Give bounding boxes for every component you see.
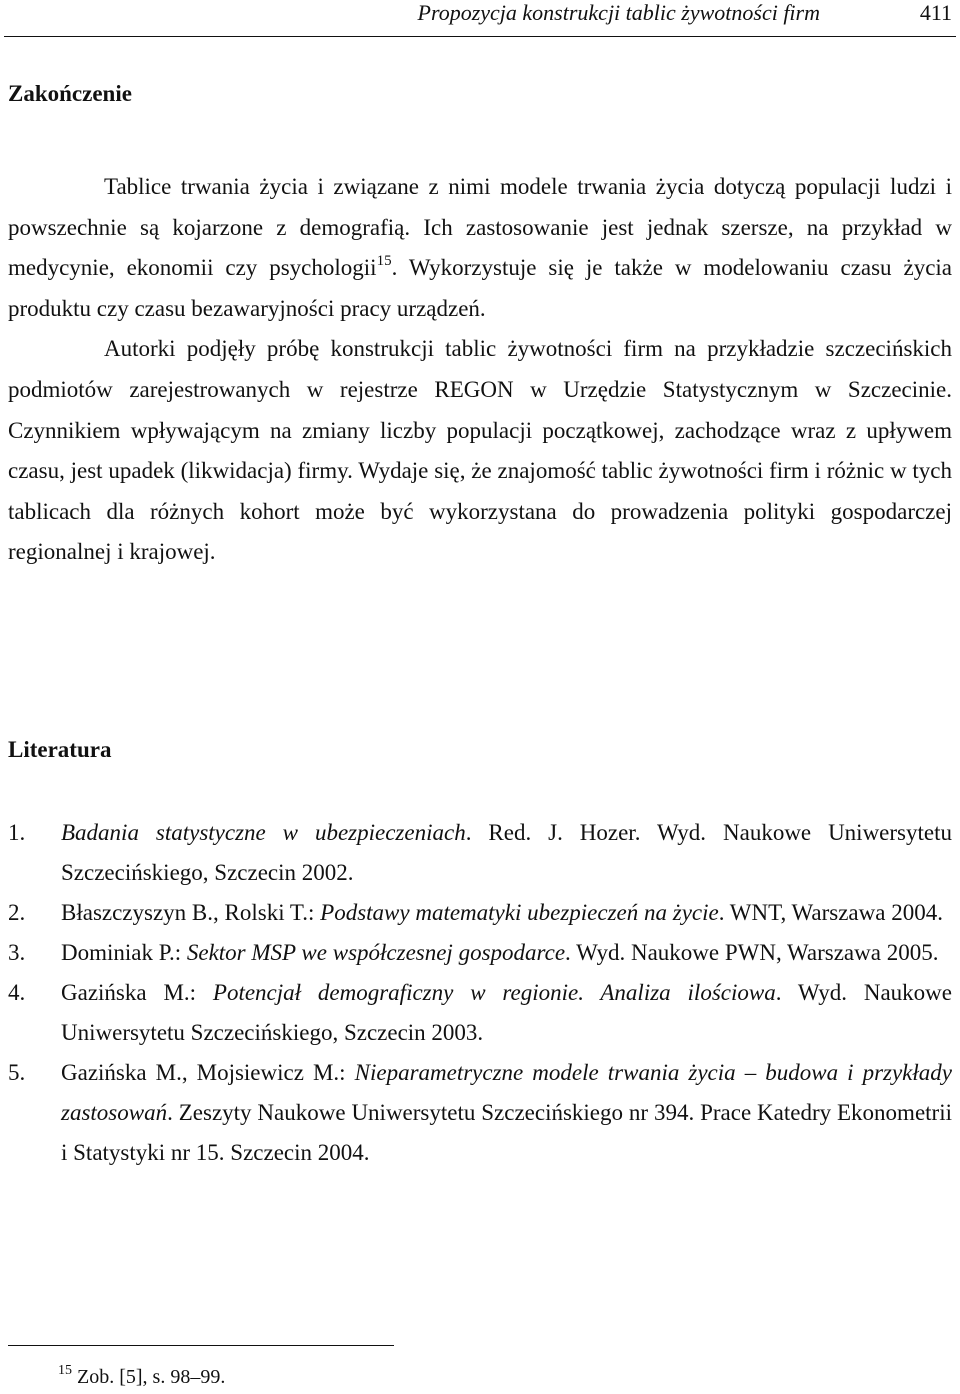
reference-details: . Red. J. Hozer. Wyd. Naukowe Uniwersytetu Szczecińskiego, Szczecin 2002. (61, 820, 952, 885)
reference-details: . Wyd. Naukowe Uniwersytetu Szczecińskiego, Szczecin 2003. (61, 980, 952, 1045)
reference-number: 5. (8, 1060, 26, 1085)
footnote-mark: 15 (58, 1363, 72, 1378)
footnote-rule (8, 1345, 394, 1346)
section-heading-literature: Literatura (8, 737, 112, 762)
reference-title: Potencjał demograficzny w regionie. Analiza ilościowa (212, 980, 776, 1005)
reference-authors: Gazińska M.: (61, 980, 213, 1005)
footnote-reference[interactable]: 15 (376, 253, 392, 270)
reference-number: 1. (8, 820, 26, 845)
reference-item (8, 813, 952, 893)
reference-item (8, 933, 952, 973)
reference-item (8, 973, 952, 1053)
reference-item (8, 1053, 952, 1173)
reference-title: Sektor MSP we współczesnej gospodarce (186, 940, 566, 965)
reference-number: 3. (8, 940, 26, 965)
reference-title: Badania statystyczne w ubezpieczeniach (61, 820, 466, 845)
reference-details: . Wyd. Naukowe PWN, Warszawa 2005. (565, 940, 939, 965)
reference-item (8, 893, 952, 933)
running-head-title: Propozycja konstrukcji tablic żywotności firm (417, 0, 820, 25)
paragraph-1-part-a: Tablice trwania życia i związane z nimi modele trwania życia dotyczą populacji ludzi i powszechnie są kojarzone z demografią. Ich zastosowanie jest jednak szersze, na przykład w medycynie, ekonomii czy psychologii (8, 174, 952, 281)
footnote (58, 1364, 225, 1390)
reference-title: Podstawy matematyki ubezpieczeń na życie (320, 900, 719, 925)
footnote-text: Zob. [5], s. 98–99. (72, 1366, 226, 1388)
reference-number: 4. (8, 980, 26, 1005)
header-rule (4, 36, 956, 37)
reference-authors: Dominiak P.: (61, 940, 187, 965)
paragraph-1 (8, 167, 952, 329)
reference-number: 2. (8, 900, 26, 925)
section-heading-conclusion: Zakończenie (8, 81, 132, 106)
reference-title: Nieparametryczne modele trwania życia – budowa i przykłady zastosowań (61, 1060, 952, 1125)
running-head (0, 0, 960, 38)
conclusion-body (8, 167, 952, 573)
reference-details: . WNT, Warszawa 2004. (718, 900, 943, 925)
reference-list (8, 813, 952, 1173)
paragraph-2: Autorki podjęły próbę konstrukcji tablic żywotności firm na przykładzie szczecińskich podmiotów zarejestrowanych w rejestrze REGON w Urzędzie Statystycznym w Szczecinie. Czynnikiem wpływającym na zmiany liczby populacji początkowej, zachodzące wraz z upływem czasu, jest upadek (likwidacja) firmy. Wydaje się, że znajomość tablic żywotności firm i różnic w tych tablicach dla różnych kohort może być wykorzystana do prowadzenia polityki gospodarczej regionalnej i krajowej. (8, 336, 952, 565)
page-number: 411 (919, 0, 952, 25)
reference-authors: Gazińska M., Mojsiewicz M.: (61, 1060, 355, 1085)
reference-details: . Zeszyty Naukowe Uniwersytetu Szczecińskiego nr 394. Prace Katedry Ekonometrii i Statystyki nr 15. Szczecin 2004. (61, 1100, 952, 1165)
reference-authors: Błaszczyszyn B., Rolski T.: (61, 900, 321, 925)
paragraph-1-part-b: . Wykorzystuje się je także w modelowaniu czasu życia produktu czy czasu bezawaryjności pracy urządzeń. (8, 255, 953, 321)
